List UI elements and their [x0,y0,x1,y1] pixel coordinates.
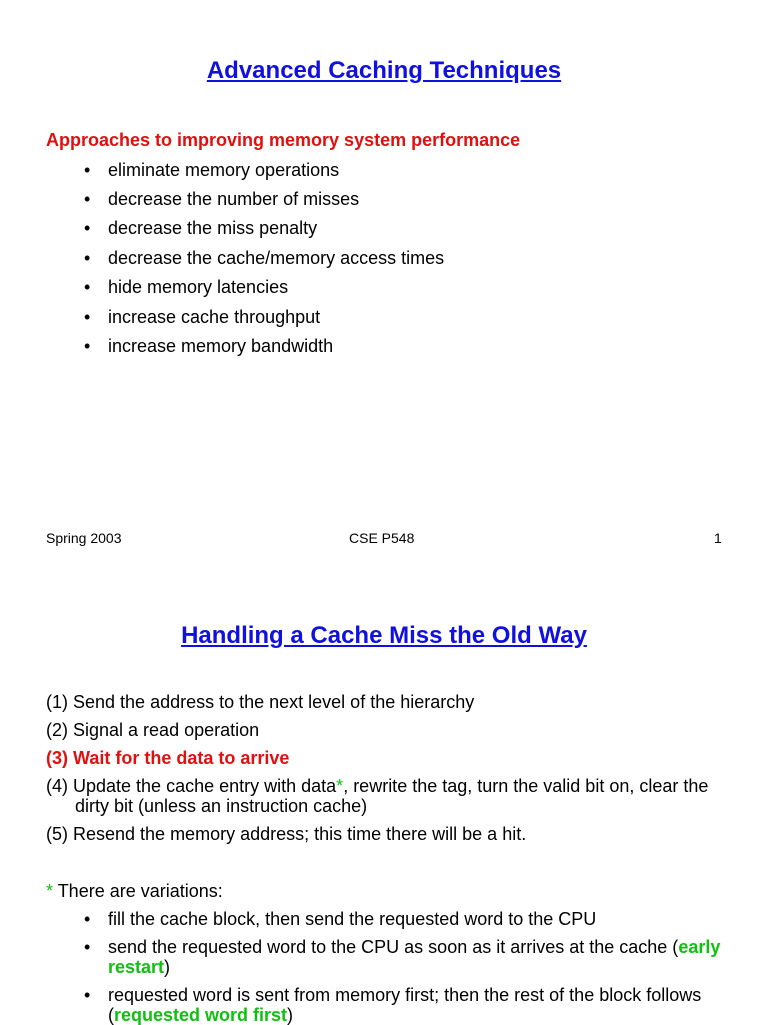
step-4-prefix: (4) Update the cache entry with data [46,776,337,796]
variation-text: send the requested word to the CPU as soon as it arrives at the cache ( [108,937,679,957]
list-item: • fill the cache block, then send the requested word to the CPU [84,909,724,929]
step-2: (2) Signal a read operation [46,720,260,740]
slide1-title: Advanced Caching Techniques [206,57,562,84]
list-item: • eliminate memory operations [84,160,444,180]
variations-list [84,909,724,1025]
step-1: (1) Send the address to the next level of the hierarchy [46,692,475,712]
footer-course: CSE P548 [349,530,415,546]
list-item [84,937,724,977]
list-item: • hide memory latencies [84,277,444,297]
list-item: • increase memory bandwidth [84,336,444,356]
variation-text: ) [287,1005,294,1025]
asterisk-marker: * [336,776,344,796]
variation-text: ) [164,957,171,977]
step-4-suffix: , rewrite the tag, turn the valid bit on, clear the dirty bit (unless an instruction cache) [75,776,709,816]
requested-word-first-term: requested word first [114,1005,288,1025]
list-item: • decrease the miss penalty [84,218,444,238]
slide1-bullet-list [84,160,444,356]
slide1-subheading: Approaches to improving memory system performance [46,130,521,150]
list-item [84,985,724,1025]
asterisk-marker: * [46,881,54,901]
variations-note-text: There are variations: [53,881,223,901]
step-3: (3) Wait for the data to arrive [46,748,290,768]
list-item: • increase cache throughput [84,307,444,327]
step-4 [46,776,736,816]
list-item: • decrease the number of misses [84,189,444,209]
list-item: • decrease the cache/memory access times [84,248,444,268]
slide2-steps [46,692,736,844]
footer-page-number: 1 [714,530,722,546]
variations-note [46,881,223,901]
footer-term: Spring 2003 [46,530,122,546]
early-restart-term: early restart [108,937,721,977]
variation-text: requested word is sent from memory first; then the rest of the block follows ( [108,985,702,1025]
step-5: (5) Resend the memory address; this time there will be a hit. [46,824,527,844]
slide2-title: Handling a Cache Miss the Old Way [181,622,587,649]
